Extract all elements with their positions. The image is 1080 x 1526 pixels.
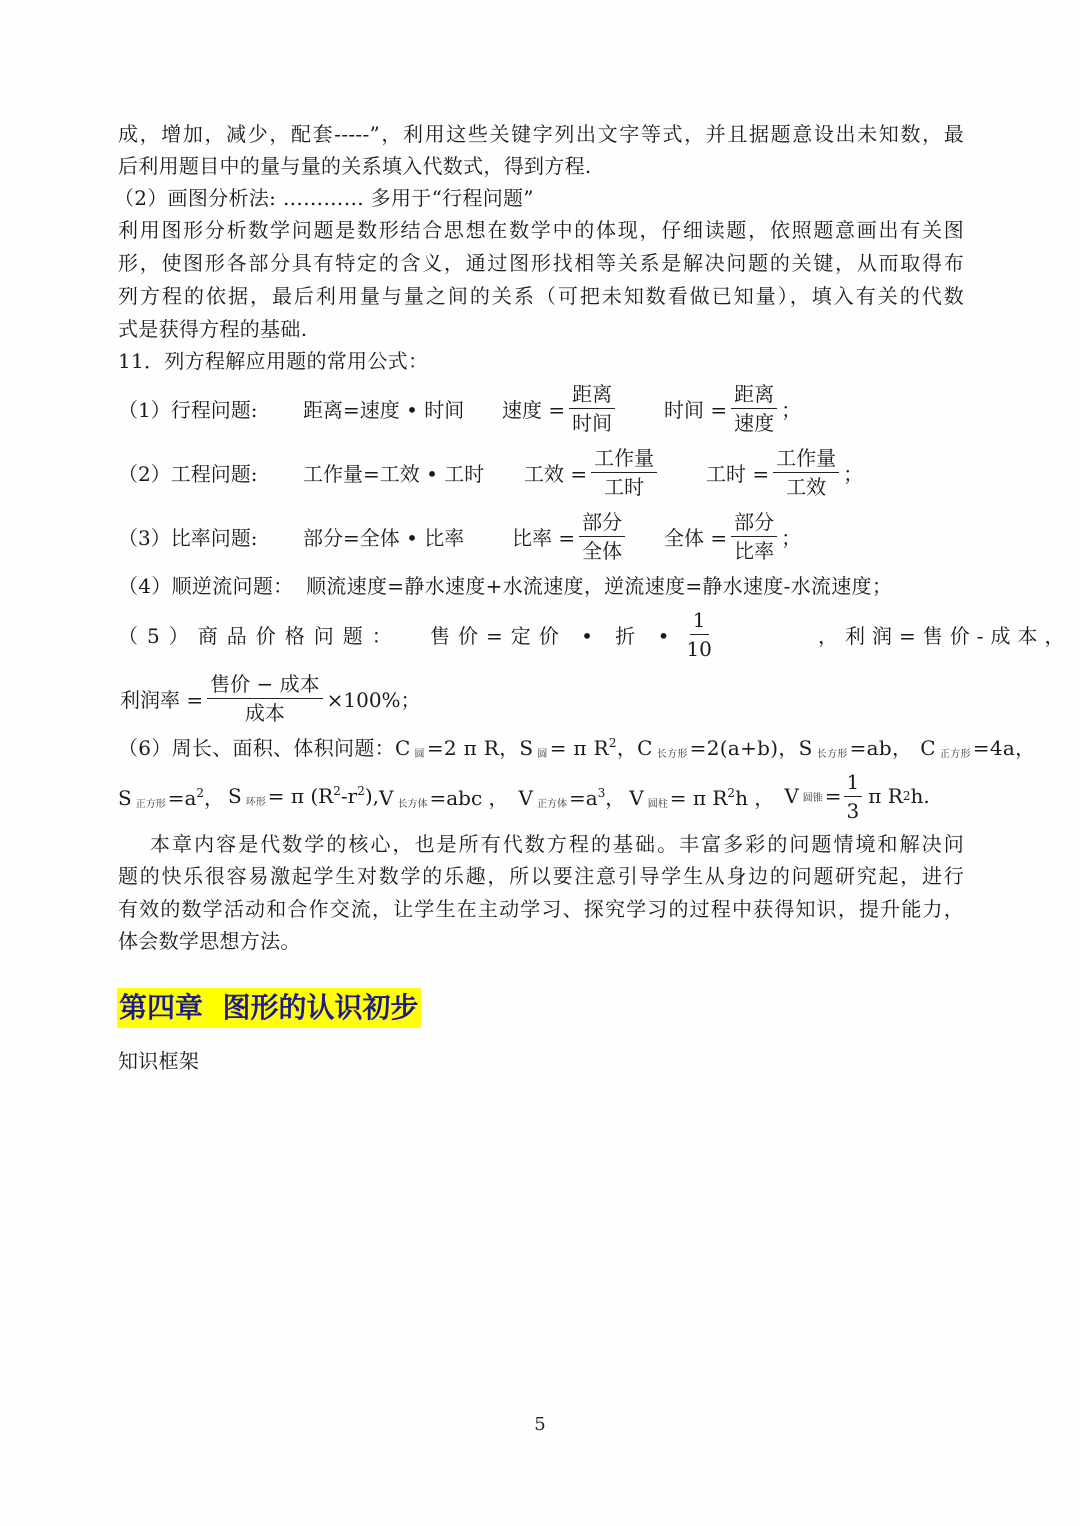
formula-fraction-2 — [664, 376, 801, 440]
subscript: 圆锥 — [802, 792, 823, 804]
expression: =2 π R — [426, 736, 500, 760]
fraction — [731, 509, 777, 564]
formula-row-work — [118, 440, 978, 504]
numerator: 距离 — [731, 381, 777, 409]
denominator: 比率 — [734, 538, 775, 563]
superscript: 2 — [727, 785, 736, 800]
geo-item — [118, 782, 224, 811]
formula-fraction-2 — [664, 504, 801, 568]
page-number: 5 — [534, 1414, 546, 1435]
fraction-lhs: 利润率 = — [120, 687, 204, 712]
formula-basic: 部分=全体 • 比率 — [303, 525, 465, 550]
paragraph-line: 后利用题目中的量与量的关系填入代数式，得到方程. — [118, 154, 592, 178]
geo-item — [629, 782, 774, 811]
symbol: V — [629, 785, 644, 810]
formula-fraction-1 — [524, 440, 661, 504]
expression: π R — [868, 784, 903, 808]
symbol: C — [920, 736, 936, 760]
section-title: 11．列方程解应用题的常用公式： — [118, 349, 429, 373]
numerator: 工作量 — [773, 445, 839, 473]
symbol: S — [228, 784, 242, 808]
formula-row-stream — [118, 570, 892, 602]
expression: = π R — [669, 785, 728, 810]
expression: -r — [340, 784, 358, 808]
denominator: 10 — [686, 636, 712, 661]
denominator: 工效 — [786, 474, 827, 499]
formula-profit: ，利润=售价-成本， — [818, 623, 1072, 648]
formula-sale-price — [430, 602, 719, 666]
separator: ， — [605, 785, 626, 810]
formula-row-travel — [118, 376, 978, 440]
formula-fraction-1 — [512, 504, 629, 568]
formula-label: （3）比率问题: — [118, 525, 258, 550]
formula-end: ； — [843, 461, 864, 486]
subscript: 圆 — [414, 749, 425, 760]
denominator: 3 — [846, 798, 860, 823]
fraction — [844, 769, 863, 824]
separator: ， — [482, 785, 509, 810]
denominator: 速度 — [734, 410, 775, 435]
separator: ， — [204, 785, 225, 810]
fraction — [207, 671, 322, 726]
summary-line: 体会数学思想方法。 — [118, 929, 301, 953]
fraction-lhs: 时间 = — [664, 397, 728, 422]
superscript: 2 — [608, 736, 617, 750]
numerator: 部分 — [731, 509, 777, 537]
geo-item — [519, 736, 637, 760]
fraction-lhs: 比率 = — [512, 525, 576, 550]
symbol: S — [519, 736, 534, 760]
formula-tail: ×100%； — [326, 687, 421, 712]
summary-line: 本章内容是代数学的核心，也是所有代数方程的基础。丰富多彩的问题情境和解决问 — [150, 832, 964, 856]
paragraph-line: 列方程的依据，最后利用量与量之间的关系（可把未知数看做已知量），填入有关的代数 — [118, 284, 964, 308]
superscript: 3 — [597, 785, 606, 800]
subscript: 正方体 — [536, 798, 567, 810]
superscript: 2 — [196, 785, 205, 800]
formula-basic: 工作量=工效 • 工时 — [303, 461, 485, 486]
fraction-lhs: 工效 = — [524, 461, 588, 486]
subscript: 正方形 — [939, 749, 971, 760]
sale-price-text: 售价=定价 • 折 • — [430, 623, 678, 648]
formula-basic: 距离=速度 • 时间 — [303, 397, 465, 422]
expression: =ab — [849, 736, 892, 760]
expression: =4a — [972, 736, 1016, 760]
method-heading: （2）画图分析法: ………… 多用于“行程问题” — [114, 186, 534, 210]
paragraph-line: 形，使图形各部分具有特定的含义，通过图形找相等关系是解决问题的关键，从而取得布 — [118, 251, 964, 275]
formula-label: （6）周长、面积、体积问题： — [118, 736, 395, 760]
numerator: 距离 — [569, 381, 615, 409]
subscript: 长方形 — [656, 749, 688, 760]
subscript: 长方体 — [397, 798, 428, 810]
geo-item — [519, 782, 626, 811]
formula-label: （1）行程问题: — [118, 397, 258, 422]
separator: ， — [616, 736, 638, 760]
formula-row-geometry-2 — [118, 764, 978, 828]
symbol: S — [118, 785, 132, 810]
symbol: C — [394, 736, 411, 760]
formula-label: （4）顺逆流问题： — [118, 574, 294, 598]
knowledge-framework-label: 知识框架 — [118, 1049, 200, 1073]
expression: =abc — [429, 785, 483, 810]
formula-fraction-2 — [706, 440, 863, 504]
subscript: 正方形 — [135, 798, 166, 810]
symbol: C — [637, 736, 653, 760]
subscript: 圆柱 — [647, 798, 668, 810]
paragraph-line: 式是获得方程的基础. — [118, 317, 308, 341]
numerator: 部分 — [579, 509, 625, 537]
geo-item — [228, 784, 379, 808]
subscript: 长方形 — [816, 749, 848, 760]
formula-end: ； — [781, 397, 802, 422]
formula-end: ； — [781, 525, 802, 550]
expression: h — [735, 785, 748, 810]
fraction-lhs: 速度 = — [502, 397, 566, 422]
denominator: 工时 — [604, 474, 645, 499]
superscript: 2 — [357, 784, 365, 798]
formula-row-profit-margin — [118, 666, 518, 730]
formula-label: （2）工程问题: — [118, 461, 258, 486]
fraction — [569, 381, 615, 436]
numerator: 1 — [690, 607, 709, 635]
denominator: 全体 — [582, 538, 623, 563]
numerator: 工作量 — [591, 445, 657, 473]
expression: =a — [568, 785, 598, 810]
separator: ， — [1015, 736, 1036, 760]
denominator: 时间 — [572, 410, 613, 435]
fraction — [731, 381, 777, 436]
expression: = — [824, 784, 842, 808]
separator: ， — [747, 785, 775, 810]
chapter-heading: 第四章 图形的认识初步 — [117, 988, 421, 1028]
separator: ， — [778, 736, 799, 760]
geo-item: V 圆锥 = $\frac{1}{3}$ π R 2 h. — [784, 769, 930, 823]
numerator: 售价 − 成本 — [207, 671, 322, 699]
fraction — [683, 607, 714, 662]
expression: h. — [910, 784, 930, 808]
separator: ， — [891, 736, 913, 760]
paragraph-line: 成，增加，减少，配套-----”，利用这些关键字列出文字等式，并且据题意设出未知数，最 — [118, 122, 964, 146]
symbol: V — [518, 785, 533, 810]
formula-profit-margin — [120, 666, 421, 730]
summary-line: 有效的数学活动和合作交流，让学生在主动学习、探究学习的过程中获得知识，提升能力， — [118, 897, 964, 921]
superscript: 2 — [333, 784, 341, 798]
formula-text: 顺流速度=静水速度+水流速度，逆流速度=静水速度-水流速度； — [306, 574, 893, 598]
geo-item — [920, 736, 1035, 760]
symbol: V — [784, 784, 799, 808]
fraction — [579, 509, 625, 564]
geometry-line-2 — [118, 764, 930, 828]
fraction — [773, 445, 839, 500]
formula-row-ratio — [118, 504, 978, 568]
formula-fraction-1 — [502, 376, 619, 440]
fraction — [591, 445, 657, 500]
formula-label: （5）商品价格问题： — [118, 623, 401, 648]
geo-item — [637, 736, 799, 760]
denominator: 成本 — [244, 700, 285, 725]
expression: =a — [167, 785, 197, 810]
fraction-lhs: 全体 = — [664, 525, 728, 550]
subscript: 圆 — [537, 749, 548, 760]
symbol: V — [379, 785, 394, 810]
expression: =2(a+b) — [689, 736, 779, 760]
geo-item — [395, 736, 519, 760]
numerator: 1 — [844, 769, 863, 797]
symbol: S — [798, 736, 813, 760]
expression: = π (R — [267, 784, 334, 808]
separator: ， — [499, 736, 520, 760]
geo-item — [379, 782, 509, 811]
formula-row-price — [118, 602, 1072, 666]
summary-line: 题的快乐很容易激起学生对数学的乐趣，所以要注意引导学生从身边的问题研究起，进行 — [118, 864, 964, 888]
fraction-lhs: 工时 = — [706, 461, 770, 486]
expression: ), — [364, 784, 379, 808]
geo-item — [799, 736, 913, 760]
subscript: 环形 — [245, 797, 266, 808]
paragraph-line: 利用图形分析数学问题是数形结合思想在数学中的体现，仔细读题，依照题意画出有关图 — [118, 218, 964, 242]
expression: = π R — [549, 736, 609, 760]
